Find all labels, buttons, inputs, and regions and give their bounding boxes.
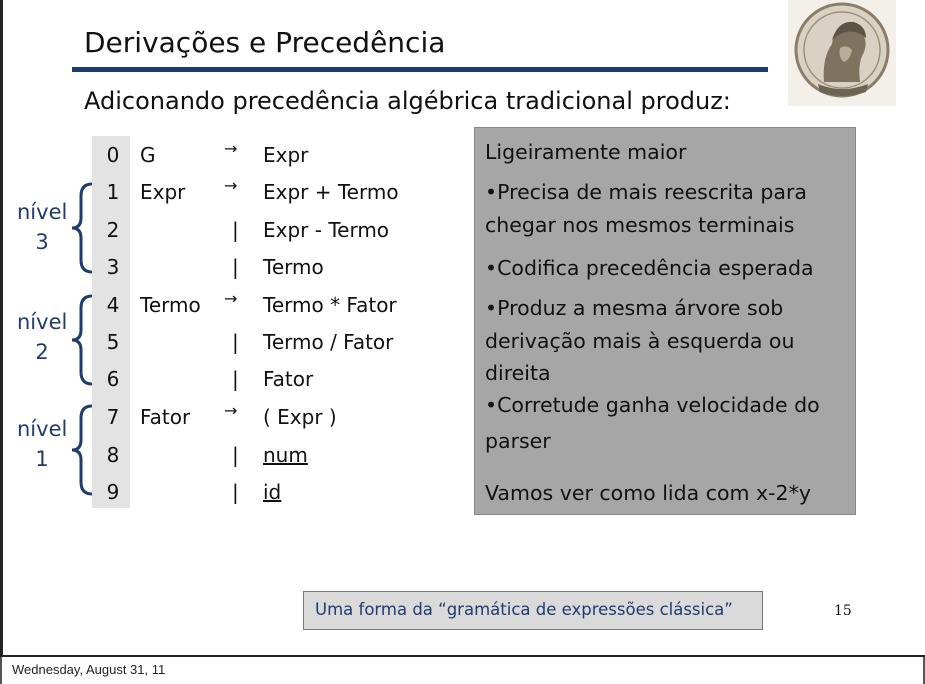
level-2-brace-icon <box>68 292 96 388</box>
bullet-1-line-1: •Precisa de mais reescrita para <box>485 180 807 204</box>
rule-rhs: Fator <box>263 367 314 391</box>
rule-number: 2 <box>106 218 120 242</box>
rule-number: 5 <box>106 330 120 354</box>
rule-lhs: G <box>140 143 156 167</box>
rule-rhs: id <box>263 480 282 504</box>
rule-rhs: num <box>263 443 308 467</box>
caption-text: Uma forma da “gramática de expressões clássica” <box>315 600 733 619</box>
university-seal-icon <box>788 0 896 106</box>
bullet-3-line-3: direita <box>485 361 551 385</box>
level-number: 2 <box>35 340 49 364</box>
rule-number: 0 <box>106 143 120 167</box>
rule-lhs: Termo <box>140 293 201 317</box>
alternative-bar: | <box>232 367 239 391</box>
alternative-bar: | <box>232 480 239 504</box>
rule-number: 8 <box>106 443 120 467</box>
slide-title: Derivações e Precedência <box>84 26 446 59</box>
rule-number: 1 <box>106 180 120 204</box>
rule-lhs: Expr <box>140 180 186 204</box>
page-number: 15 <box>834 603 852 619</box>
rule-rhs: Termo / Fator <box>263 330 394 354</box>
notes-box <box>474 127 856 515</box>
arrow-symbol: → <box>224 176 238 195</box>
rule-rhs: Expr - Termo <box>263 218 390 242</box>
level-word: nível <box>17 417 68 441</box>
arrow-symbol: → <box>224 401 238 420</box>
alternative-bar: | <box>232 330 239 354</box>
level-number: 3 <box>35 230 49 254</box>
arrow-symbol: → <box>224 289 238 308</box>
rule-number: 3 <box>106 255 120 279</box>
alternative-bar: | <box>232 255 239 279</box>
level-number: 1 <box>35 447 49 471</box>
alternative-bar: | <box>232 443 239 467</box>
footer-left-edge <box>0 657 2 684</box>
title-underline <box>72 67 768 72</box>
rule-number: 7 <box>106 405 120 429</box>
level-1-label <box>17 414 67 474</box>
arrow-symbol: → <box>224 139 238 158</box>
level-1-brace-icon <box>68 402 96 498</box>
bullet-2: •Codifica precedência esperada <box>485 256 814 280</box>
footer-date: Wednesday, August 31, 11 <box>12 662 166 677</box>
rule-number: 6 <box>106 367 120 391</box>
alternative-bar: | <box>232 218 239 242</box>
caption-box <box>303 591 763 630</box>
footer-bar <box>0 657 925 684</box>
level-3-brace-icon <box>68 180 96 276</box>
rule-rhs: Termo * Fator <box>263 293 397 317</box>
slide-subtitle: Adiconando precedência algébrica tradicional produz: <box>84 87 731 115</box>
bullet-3-line-2: derivação mais à esquerda ou <box>485 329 795 353</box>
rule-rhs: Expr + Termo <box>263 180 399 204</box>
level-word: nível <box>17 200 68 224</box>
bullet-1-line-2: chegar nos mesmos terminais <box>485 213 795 237</box>
level-2-label <box>17 307 67 367</box>
level-word: nível <box>17 310 68 334</box>
rule-lhs: Fator <box>140 405 191 429</box>
box-heading: Ligeiramente maior <box>485 140 687 164</box>
bullet-3-line-1: •Produz a mesma árvore sob <box>485 296 784 320</box>
box-closing-line: Vamos ver como lida com x-2*y <box>485 481 811 505</box>
level-3-label <box>17 197 67 257</box>
rule-rhs: Termo <box>263 255 324 279</box>
bullet-4-line-1: •Corretude ganha velocidade do <box>485 393 820 417</box>
grammar-row-0 <box>0 140 470 170</box>
rule-rhs: Expr <box>263 143 309 167</box>
rule-number: 9 <box>106 480 120 504</box>
rule-number: 4 <box>106 293 120 317</box>
rule-rhs: ( Expr ) <box>263 405 337 429</box>
bullet-4-line-2: parser <box>485 429 551 453</box>
